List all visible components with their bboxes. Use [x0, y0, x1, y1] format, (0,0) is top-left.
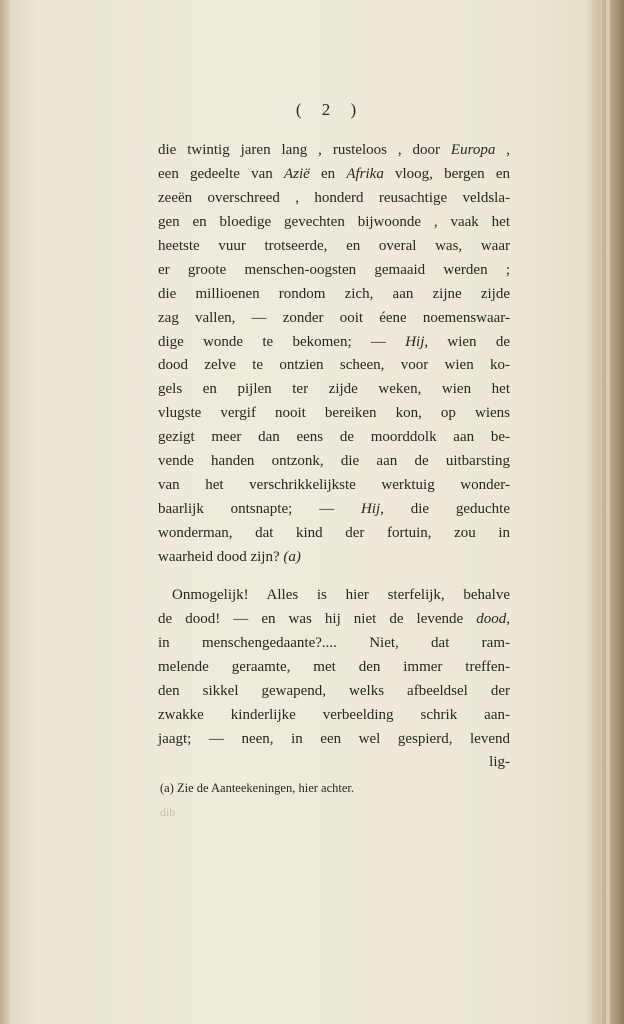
- text-line: den sikkel gewapend, welks afbeeldsel der: [158, 682, 510, 699]
- text-line: van het verschrikkelijkste werktuig wonder-: [158, 477, 510, 494]
- text-line: melende geraamte, met den immer treffen-: [158, 658, 510, 675]
- text-line: jaagt; — neen, in een wel gespierd, levend: [158, 730, 510, 747]
- paragraph-gap: [158, 570, 510, 584]
- paragraph-2: [158, 584, 510, 776]
- italic-word: Hij: [360, 501, 381, 518]
- text-line: in menschengedaante?.... Niet, dat ram-: [158, 634, 510, 651]
- page-left-edge: [0, 0, 10, 1024]
- text-line: lig-: [489, 754, 510, 771]
- text-line: die millioenen rondom zich, aan zijne zijde: [158, 285, 510, 302]
- next-page-edge: [606, 0, 610, 1024]
- italic-word: Hij: [405, 333, 425, 350]
- italic-word: Afrika: [346, 165, 384, 182]
- text-line: baarlijk ontsnapte; — Hij, die geduchte: [158, 501, 510, 518]
- text-line: dige wonde te bekomen; — Hij, wien de: [158, 333, 510, 350]
- text-line: gezigt meer dan eens de moorddolk aan be-: [158, 429, 510, 446]
- italic-word: Europa: [450, 142, 496, 158]
- text-line: vlugste vergif nooit bereiken kon, op wiens: [158, 405, 510, 422]
- text-line: dood zelve te ontzien scheen, voor wien ko-: [158, 357, 510, 374]
- text-line: de dood! — en was hij niet de levende dood,: [158, 610, 510, 627]
- faint-mark: dib: [160, 805, 176, 819]
- footnote: (a) Zie de Aanteekeningen, hier achter.: [160, 781, 355, 795]
- text-line: gels en pijlen ter zijde weken, wien het: [158, 381, 510, 398]
- italic-word: (a): [283, 548, 301, 565]
- text-line: vende handen ontzonk, die aan de uitbarsting: [158, 453, 510, 470]
- italic-word: dood: [476, 610, 507, 627]
- text-line: zag vallen, — zonder ooit éene noemenswaar-: [158, 309, 510, 326]
- text-line: zeeën overschreed , honderd reusachtige veldsla-: [158, 189, 510, 206]
- text-line: Onmogelijk! Alles is hier sterfelijk, behalve: [172, 586, 510, 603]
- text-line: waarheid dood zijn? (a): [158, 548, 301, 565]
- text-line: wonderman, dat kind der fortuin, zou in: [158, 525, 510, 541]
- page-number: ( 2 ): [295, 100, 365, 119]
- text-line: er groote menschen-oogsten gemaaid werden ;: [158, 261, 510, 278]
- text-line: een gedeelte van Azië en Afrika vloog, bergen en: [158, 165, 510, 182]
- body-text: [158, 139, 510, 775]
- text-line: die twintig jaren lang , rusteloos , door Europa ,: [158, 142, 510, 158]
- paragraph-1: [158, 139, 510, 570]
- text-line: gen en bloedige gevechten bijwoonde , vaak het: [158, 213, 510, 230]
- text-line: zwakke kinderlijke verbeelding schrik aan-: [158, 706, 510, 723]
- text-line: heetste vuur trotseerde, en overal was, waar: [158, 237, 510, 254]
- italic-word: Azië: [283, 165, 310, 182]
